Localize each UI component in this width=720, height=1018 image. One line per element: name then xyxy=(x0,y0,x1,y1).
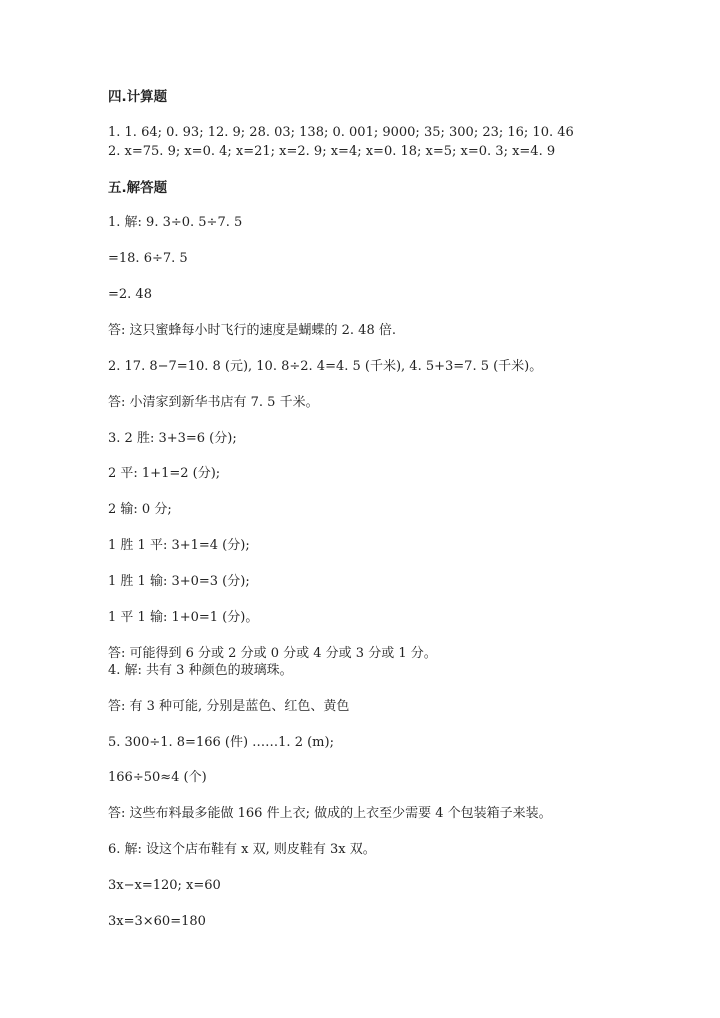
answer-line: 4. 解: 共有 3 种颜色的玻璃珠。 xyxy=(108,663,293,678)
answer-line: 答: 有 3 种可能, 分别是蓝色、红色、黄色 xyxy=(108,699,350,714)
answer-line: 3x=3×60=180 xyxy=(108,914,206,929)
answer-line: 3. 2 胜: 3+3=6 (分); xyxy=(108,431,237,446)
answer-line: 答: 可能得到 6 分或 2 分或 0 分或 4 分或 3 分或 1 分。 xyxy=(108,646,437,661)
answer-line: 答: 这只蜜蜂每小时飞行的速度是蝴蝶的 2. 48 倍. xyxy=(108,323,396,338)
section-4-title: 四.计算题 xyxy=(108,89,168,105)
answer-line: 1 胜 1 平: 3+1=4 (分); xyxy=(108,538,250,553)
answer-line: 5. 300÷1. 8=166 (件) ……1. 2 (m); xyxy=(108,735,334,750)
answer-line: 1. 1. 64; 0. 93; 12. 9; 28. 03; 138; 0. 001; 9000; 35; 300; 23; 16; 10. 46 xyxy=(108,125,574,140)
answer-line: 6. 解: 设这个店布鞋有 x 双, 则皮鞋有 3x 双。 xyxy=(108,842,376,857)
answer-line: 2. x=75. 9; x=0. 4; x=21; x=2. 9; x=4; x=0. 18; x=5; x=0. 3; x=4. 9 xyxy=(108,144,556,159)
answer-line: 1 胜 1 输: 3+0=3 (分); xyxy=(108,574,250,589)
answer-line: 2. 17. 8−7=10. 8 (元), 10. 8÷2. 4=4. 5 (千米), 4. 5+3=7. 5 (千米)。 xyxy=(108,359,543,374)
answer-line: 1 平 1 输: 1+0=1 (分)。 xyxy=(108,610,259,625)
answer-line: =2. 48 xyxy=(108,287,152,302)
answer-line: 166÷50≈4 (个) xyxy=(108,770,207,785)
section-5-title: 五.解答题 xyxy=(108,180,168,196)
answer-line: 3x−x=120; x=60 xyxy=(108,878,221,893)
answer-line: =18. 6÷7. 5 xyxy=(108,251,188,266)
answer-line: 2 平: 1+1=2 (分); xyxy=(108,466,221,481)
answer-line: 答: 小清家到新华书店有 7. 5 千米。 xyxy=(108,395,319,410)
answer-line: 答: 这些布料最多能做 166 件上衣; 做成的上衣至少需要 4 个包装箱子来装。 xyxy=(108,806,552,821)
answer-line: 1. 解: 9. 3÷0. 5÷7. 5 xyxy=(108,215,243,230)
answer-line: 2 输: 0 分; xyxy=(108,502,172,517)
